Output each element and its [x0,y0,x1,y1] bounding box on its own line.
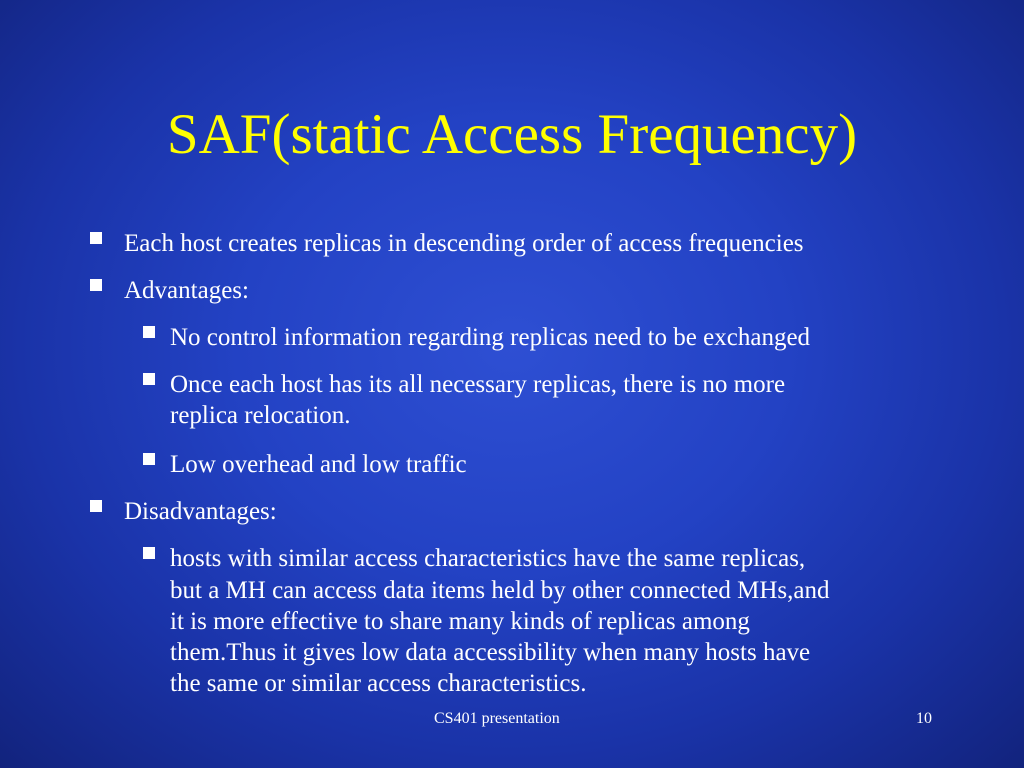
bullet-4-marker [143,373,155,385]
bullet-1-text: Each host creates replicas in descending order of access frequencies [124,230,804,257]
bullet-2-marker [90,279,102,291]
bullet-4-line-2: replica relocation. [170,402,351,429]
bullet-7-line-1: hosts with similar access characteristics have the same replicas, [170,545,806,572]
bullet-7-line-5: the same or similar access characteristics. [170,670,587,697]
bullet-4-line-1: Once each host has its all necessary replicas, there is no more [170,371,786,398]
bullet-5-marker [143,453,155,465]
bullet-6-text: Disadvantages: [124,498,277,525]
bullet-7-line-2: but a MH can access data items held by other connected MHs,and [170,577,830,604]
slide-title: SAF(static Access Frequency) [166,103,858,166]
bullet-1-marker [90,232,102,244]
bullet-5-text: Low overhead and low traffic [170,451,467,478]
bullet-7-line-3: it is more effective to share many kinds of replicas among [170,608,750,635]
bullet-7-line-4: them.Thus it gives low data accessibility when many hosts have [170,639,811,666]
bullet-2-text: Advantages: [124,277,249,304]
footer-page-number: 10 [916,710,932,727]
footer-presentation-name: CS401 presentation [434,710,560,727]
bullet-6-marker [90,500,102,512]
bullet-7-marker [143,547,155,559]
bullet-3-text: No control information regarding replicas need to be exchanged [170,324,811,351]
bullet-3-marker [143,326,155,338]
